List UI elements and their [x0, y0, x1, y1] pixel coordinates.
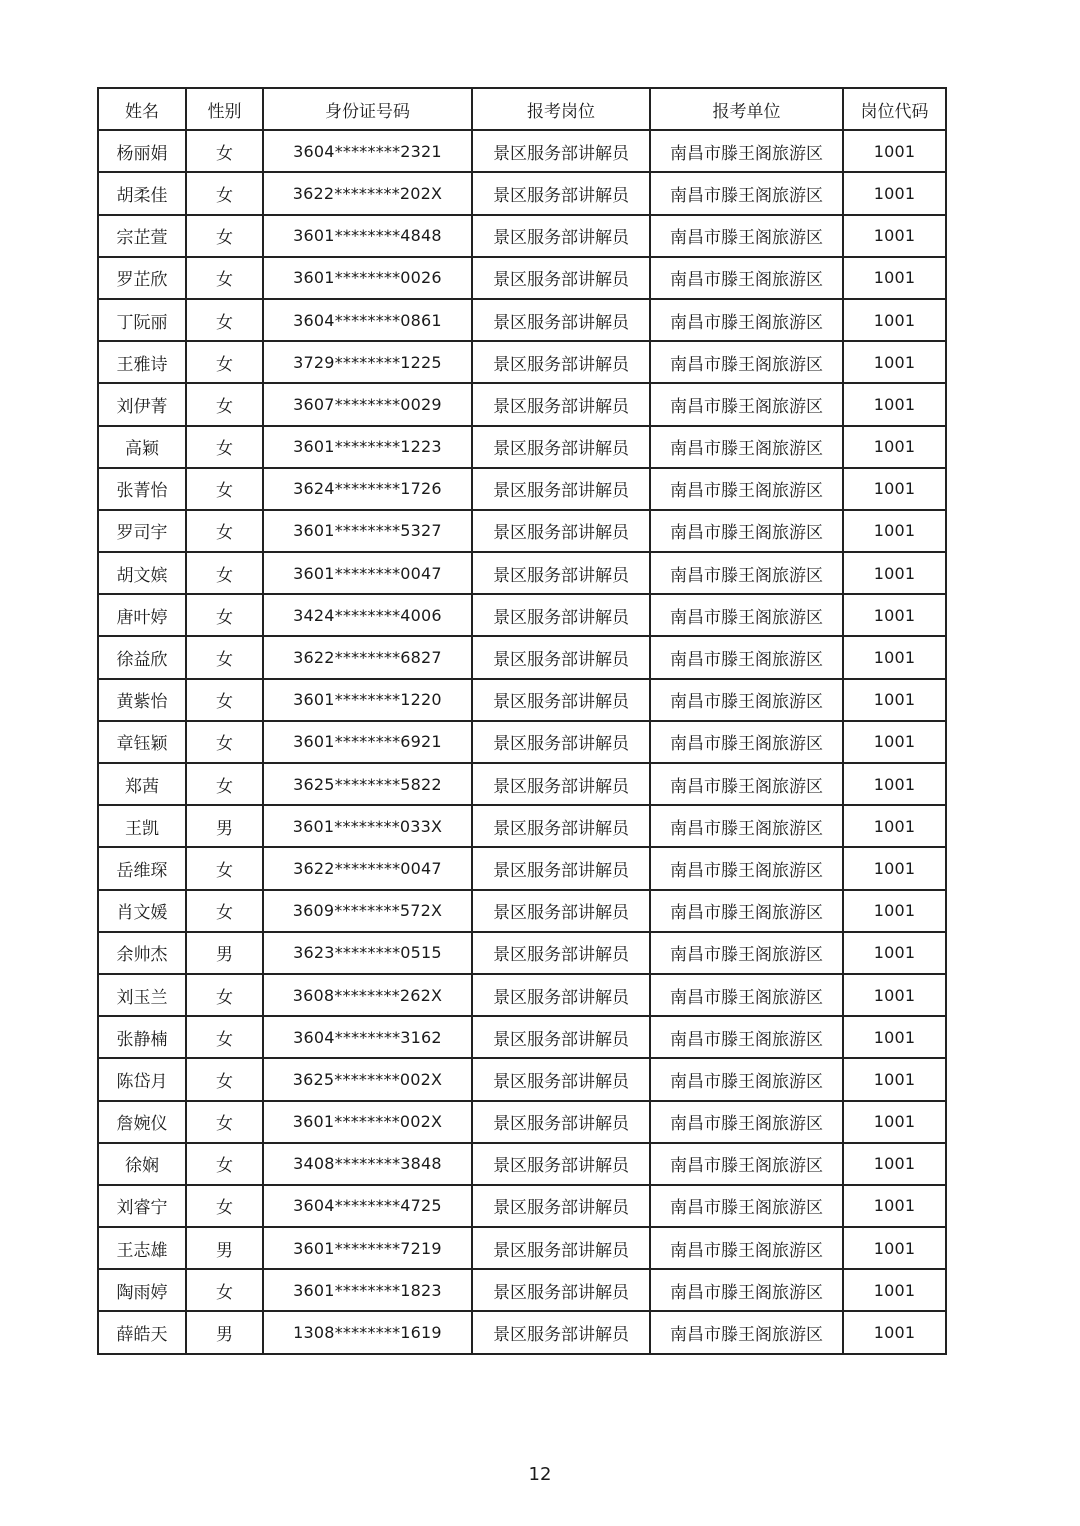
cell-unit: 南昌市滕王阁旅游区	[650, 847, 843, 889]
cell-id-number: 3601********1220	[263, 679, 472, 721]
cell-position-code: 1001	[843, 257, 946, 299]
cell-position: 景区服务部讲解员	[472, 679, 650, 721]
cell-unit: 南昌市滕王阁旅游区	[650, 636, 843, 678]
cell-unit: 南昌市滕王阁旅游区	[650, 1269, 843, 1311]
table-row	[98, 890, 946, 932]
header-position: 报考岗位	[472, 88, 650, 130]
table-body	[98, 130, 946, 1353]
cell-gender: 女	[186, 257, 263, 299]
cell-unit: 南昌市滕王阁旅游区	[650, 257, 843, 299]
cell-unit: 南昌市滕王阁旅游区	[650, 383, 843, 425]
cell-id-number: 3601********4848	[263, 215, 472, 257]
cell-id-number: 3601********5327	[263, 510, 472, 552]
cell-name: 岳维琛	[98, 847, 186, 889]
cell-gender: 女	[186, 1058, 263, 1100]
cell-position: 景区服务部讲解员	[472, 130, 650, 172]
cell-id-number: 3624********1726	[263, 468, 472, 510]
header-gender: 性别	[186, 88, 263, 130]
cell-unit: 南昌市滕王阁旅游区	[650, 594, 843, 636]
cell-position: 景区服务部讲解员	[472, 257, 650, 299]
cell-gender: 女	[186, 215, 263, 257]
cell-name: 徐益欣	[98, 636, 186, 678]
cell-position-code: 1001	[843, 679, 946, 721]
cell-position: 景区服务部讲解员	[472, 1185, 650, 1227]
cell-position-code: 1001	[843, 974, 946, 1016]
header-row	[98, 88, 946, 130]
cell-gender: 男	[186, 805, 263, 847]
cell-unit: 南昌市滕王阁旅游区	[650, 805, 843, 847]
cell-position: 景区服务部讲解员	[472, 721, 650, 763]
header-name: 姓名	[98, 88, 186, 130]
cell-position: 景区服务部讲解员	[472, 890, 650, 932]
cell-id-number: 3625********5822	[263, 763, 472, 805]
cell-position: 景区服务部讲解员	[472, 341, 650, 383]
cell-name: 张菁怡	[98, 468, 186, 510]
cell-id-number: 3729********1225	[263, 341, 472, 383]
cell-name: 王雅诗	[98, 341, 186, 383]
cell-gender: 男	[186, 1227, 263, 1269]
cell-gender: 女	[186, 974, 263, 1016]
cell-unit: 南昌市滕王阁旅游区	[650, 172, 843, 214]
cell-name: 黄紫怡	[98, 679, 186, 721]
cell-id-number: 3408********3848	[263, 1143, 472, 1185]
cell-id-number: 3604********0861	[263, 299, 472, 341]
cell-gender: 女	[186, 679, 263, 721]
cell-position: 景区服务部讲解员	[472, 426, 650, 468]
cell-unit: 南昌市滕王阁旅游区	[650, 932, 843, 974]
cell-gender: 女	[186, 1101, 263, 1143]
cell-unit: 南昌市滕王阁旅游区	[650, 974, 843, 1016]
cell-gender: 女	[186, 510, 263, 552]
cell-unit: 南昌市滕王阁旅游区	[650, 1311, 843, 1353]
cell-gender: 女	[186, 1269, 263, 1311]
cell-id-number: 3601********0047	[263, 552, 472, 594]
cell-gender: 女	[186, 721, 263, 763]
table-row	[98, 1227, 946, 1269]
cell-position: 景区服务部讲解员	[472, 1101, 650, 1143]
cell-name: 唐叶婷	[98, 594, 186, 636]
table-row	[98, 1311, 946, 1353]
cell-name: 胡柔佳	[98, 172, 186, 214]
cell-gender: 女	[186, 299, 263, 341]
cell-position-code: 1001	[843, 426, 946, 468]
table-row	[98, 1269, 946, 1311]
cell-position: 景区服务部讲解员	[472, 974, 650, 1016]
cell-unit: 南昌市滕王阁旅游区	[650, 299, 843, 341]
cell-position-code: 1001	[843, 215, 946, 257]
cell-position-code: 1001	[843, 299, 946, 341]
cell-position: 景区服务部讲解员	[472, 636, 650, 678]
cell-id-number: 3607********0029	[263, 383, 472, 425]
cell-position: 景区服务部讲解员	[472, 594, 650, 636]
cell-name: 刘玉兰	[98, 974, 186, 1016]
cell-unit: 南昌市滕王阁旅游区	[650, 341, 843, 383]
cell-id-number: 3623********0515	[263, 932, 472, 974]
cell-name: 詹婉仪	[98, 1101, 186, 1143]
cell-position-code: 1001	[843, 1227, 946, 1269]
cell-position-code: 1001	[843, 1143, 946, 1185]
cell-gender: 女	[186, 552, 263, 594]
cell-unit: 南昌市滕王阁旅游区	[650, 468, 843, 510]
table-row	[98, 1101, 946, 1143]
table-row	[98, 1058, 946, 1100]
cell-unit: 南昌市滕王阁旅游区	[650, 1227, 843, 1269]
cell-gender: 女	[186, 1016, 263, 1058]
cell-name: 罗司宇	[98, 510, 186, 552]
cell-unit: 南昌市滕王阁旅游区	[650, 1185, 843, 1227]
table-row	[98, 383, 946, 425]
cell-unit: 南昌市滕王阁旅游区	[650, 130, 843, 172]
table-row	[98, 721, 946, 763]
cell-id-number: 3601********0026	[263, 257, 472, 299]
cell-unit: 南昌市滕王阁旅游区	[650, 1101, 843, 1143]
cell-id-number: 3608********262X	[263, 974, 472, 1016]
cell-unit: 南昌市滕王阁旅游区	[650, 1058, 843, 1100]
applicant-table	[97, 87, 947, 1355]
table-row	[98, 932, 946, 974]
table-row	[98, 426, 946, 468]
cell-gender: 男	[186, 932, 263, 974]
cell-position: 景区服务部讲解员	[472, 172, 650, 214]
cell-name: 徐娴	[98, 1143, 186, 1185]
cell-id-number: 3622********6827	[263, 636, 472, 678]
table-header	[98, 88, 946, 130]
table-row	[98, 172, 946, 214]
cell-gender: 女	[186, 468, 263, 510]
cell-position: 景区服务部讲解员	[472, 932, 650, 974]
cell-name: 郑茜	[98, 763, 186, 805]
cell-id-number: 3601********033X	[263, 805, 472, 847]
cell-name: 刘睿宁	[98, 1185, 186, 1227]
cell-id-number: 3601********1223	[263, 426, 472, 468]
cell-position: 景区服务部讲解员	[472, 468, 650, 510]
cell-id-number: 3622********202X	[263, 172, 472, 214]
cell-id-number: 3604********2321	[263, 130, 472, 172]
cell-unit: 南昌市滕王阁旅游区	[650, 679, 843, 721]
cell-gender: 女	[186, 1185, 263, 1227]
cell-position-code: 1001	[843, 763, 946, 805]
cell-position: 景区服务部讲解员	[472, 299, 650, 341]
table-row	[98, 636, 946, 678]
cell-position: 景区服务部讲解员	[472, 1016, 650, 1058]
cell-name: 丁阮丽	[98, 299, 186, 341]
cell-name: 胡文嫔	[98, 552, 186, 594]
cell-name: 肖文媛	[98, 890, 186, 932]
cell-position: 景区服务部讲解员	[472, 215, 650, 257]
cell-unit: 南昌市滕王阁旅游区	[650, 426, 843, 468]
table-row	[98, 299, 946, 341]
cell-position: 景区服务部讲解员	[472, 1227, 650, 1269]
cell-position-code: 1001	[843, 847, 946, 889]
cell-position-code: 1001	[843, 383, 946, 425]
cell-name: 张静楠	[98, 1016, 186, 1058]
cell-unit: 南昌市滕王阁旅游区	[650, 890, 843, 932]
table-row	[98, 215, 946, 257]
cell-id-number: 3601********6921	[263, 721, 472, 763]
cell-position: 景区服务部讲解员	[472, 1143, 650, 1185]
cell-position-code: 1001	[843, 1269, 946, 1311]
cell-position-code: 1001	[843, 172, 946, 214]
cell-gender: 女	[186, 130, 263, 172]
table-row	[98, 341, 946, 383]
cell-gender: 女	[186, 763, 263, 805]
cell-unit: 南昌市滕王阁旅游区	[650, 1016, 843, 1058]
cell-name: 陶雨婷	[98, 1269, 186, 1311]
cell-unit: 南昌市滕王阁旅游区	[650, 1143, 843, 1185]
cell-position: 景区服务部讲解员	[472, 847, 650, 889]
cell-position: 景区服务部讲解员	[472, 1058, 650, 1100]
table-row	[98, 1143, 946, 1185]
cell-position-code: 1001	[843, 341, 946, 383]
cell-position-code: 1001	[843, 1311, 946, 1353]
cell-gender: 女	[186, 594, 263, 636]
cell-position-code: 1001	[843, 468, 946, 510]
cell-unit: 南昌市滕王阁旅游区	[650, 721, 843, 763]
page-number: 12	[528, 1464, 552, 1485]
cell-name: 章钰颖	[98, 721, 186, 763]
cell-position: 景区服务部讲解员	[472, 1269, 650, 1311]
cell-position-code: 1001	[843, 932, 946, 974]
cell-position-code: 1001	[843, 1101, 946, 1143]
cell-position-code: 1001	[843, 890, 946, 932]
table-row	[98, 1016, 946, 1058]
cell-position-code: 1001	[843, 1185, 946, 1227]
table-row	[98, 130, 946, 172]
table-row	[98, 679, 946, 721]
cell-id-number: 3601********7219	[263, 1227, 472, 1269]
cell-name: 陈岱月	[98, 1058, 186, 1100]
cell-id-number: 1308********1619	[263, 1311, 472, 1353]
cell-name: 杨丽娟	[98, 130, 186, 172]
table-row	[98, 257, 946, 299]
cell-unit: 南昌市滕王阁旅游区	[650, 552, 843, 594]
cell-position-code: 1001	[843, 594, 946, 636]
cell-position: 景区服务部讲解员	[472, 383, 650, 425]
cell-position: 景区服务部讲解员	[472, 510, 650, 552]
cell-unit: 南昌市滕王阁旅游区	[650, 763, 843, 805]
cell-gender: 男	[186, 1311, 263, 1353]
cell-gender: 女	[186, 847, 263, 889]
cell-name: 高颖	[98, 426, 186, 468]
cell-unit: 南昌市滕王阁旅游区	[650, 510, 843, 552]
table-row	[98, 974, 946, 1016]
cell-position: 景区服务部讲解员	[472, 805, 650, 847]
cell-position-code: 1001	[843, 1058, 946, 1100]
table-row	[98, 594, 946, 636]
header-id-number: 身份证号码	[263, 88, 472, 130]
table-row	[98, 763, 946, 805]
cell-id-number: 3604********4725	[263, 1185, 472, 1227]
cell-id-number: 3604********3162	[263, 1016, 472, 1058]
table-row	[98, 468, 946, 510]
cell-position-code: 1001	[843, 510, 946, 552]
cell-position-code: 1001	[843, 721, 946, 763]
cell-position-code: 1001	[843, 805, 946, 847]
cell-id-number: 3625********002X	[263, 1058, 472, 1100]
table-row	[98, 510, 946, 552]
cell-name: 宗芷萱	[98, 215, 186, 257]
cell-position-code: 1001	[843, 130, 946, 172]
header-unit: 报考单位	[650, 88, 843, 130]
cell-unit: 南昌市滕王阁旅游区	[650, 215, 843, 257]
table-row	[98, 552, 946, 594]
cell-id-number: 3424********4006	[263, 594, 472, 636]
cell-gender: 女	[186, 383, 263, 425]
table-row	[98, 847, 946, 889]
cell-position: 景区服务部讲解员	[472, 552, 650, 594]
cell-gender: 女	[186, 636, 263, 678]
cell-name: 薛皓天	[98, 1311, 186, 1353]
cell-position: 景区服务部讲解员	[472, 1311, 650, 1353]
cell-id-number: 3601********002X	[263, 1101, 472, 1143]
table-row	[98, 805, 946, 847]
cell-position-code: 1001	[843, 1016, 946, 1058]
cell-id-number: 3609********572X	[263, 890, 472, 932]
cell-gender: 女	[186, 890, 263, 932]
cell-id-number: 3601********1823	[263, 1269, 472, 1311]
cell-id-number: 3622********0047	[263, 847, 472, 889]
table-row	[98, 1185, 946, 1227]
cell-gender: 女	[186, 341, 263, 383]
cell-gender: 女	[186, 1143, 263, 1185]
cell-position-code: 1001	[843, 552, 946, 594]
cell-gender: 女	[186, 172, 263, 214]
cell-name: 罗芷欣	[98, 257, 186, 299]
cell-name: 刘伊菁	[98, 383, 186, 425]
cell-name: 王凯	[98, 805, 186, 847]
cell-position: 景区服务部讲解员	[472, 763, 650, 805]
cell-gender: 女	[186, 426, 263, 468]
cell-name: 王志雄	[98, 1227, 186, 1269]
header-position-code: 岗位代码	[843, 88, 946, 130]
cell-name: 余帅杰	[98, 932, 186, 974]
cell-position-code: 1001	[843, 636, 946, 678]
